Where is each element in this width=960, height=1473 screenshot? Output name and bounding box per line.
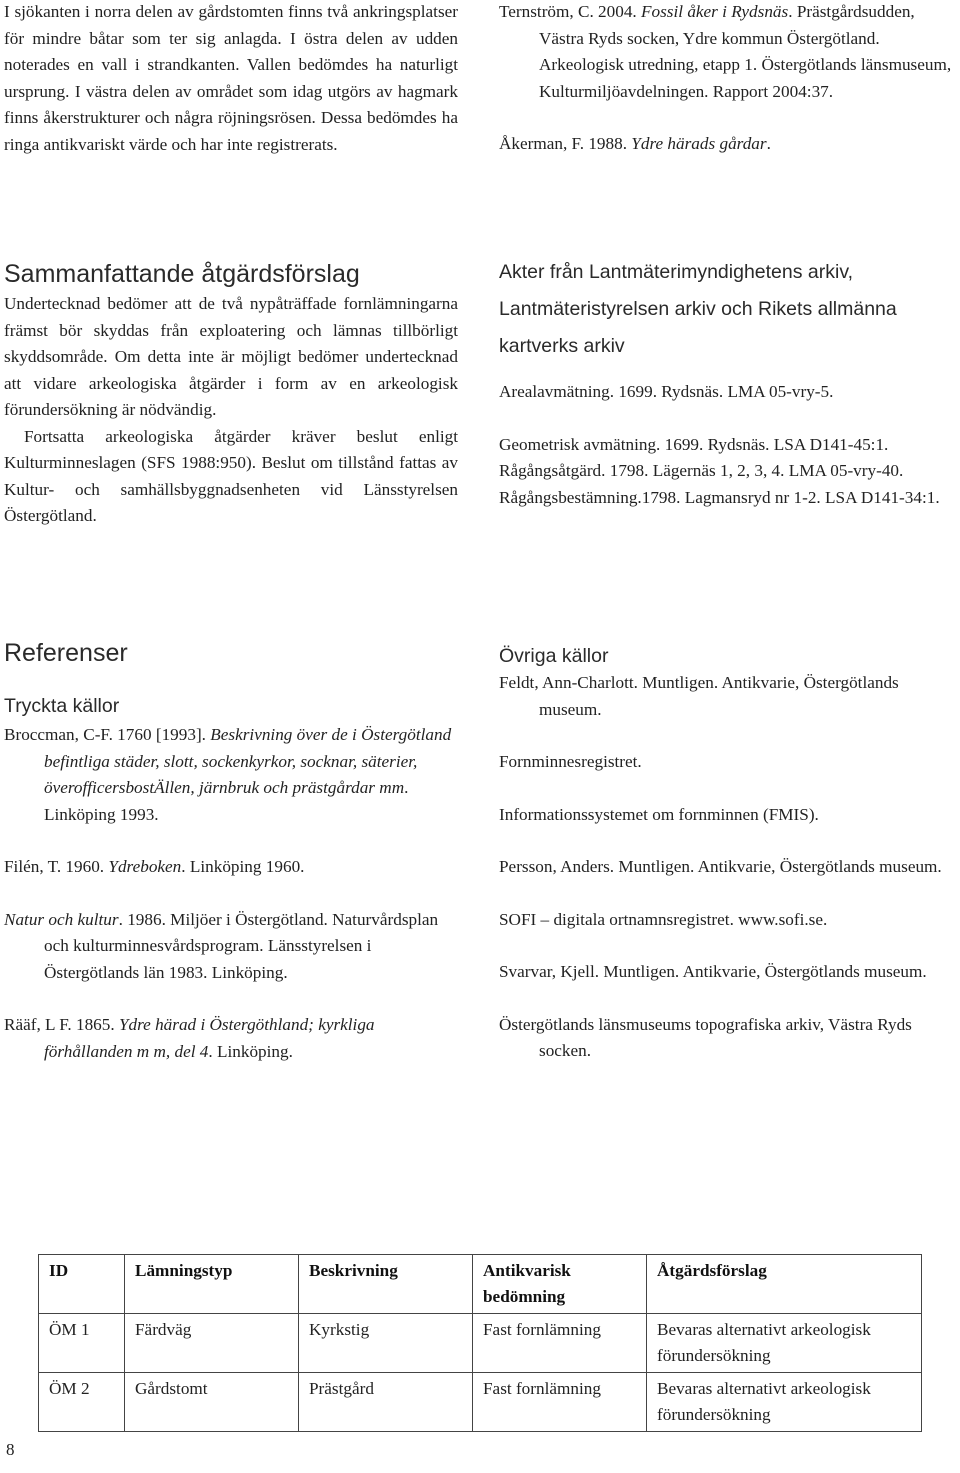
- reference-natur-och-kultur: Natur och kultur. 1986. Miljöer i Östergötland. Naturvårdsplan och kulturminnesvårdsprogram. Länsstyrelsen i Östergötlands län 1983. Linköping.: [4, 909, 439, 982]
- table-header-cell: Åtgärdsförslag: [647, 1255, 922, 1314]
- right-top-references: [499, 0, 956, 158]
- left-top-text: [4, 0, 458, 158]
- table-cell: Gårdstomt: [125, 1373, 299, 1432]
- table-header-cell: ID: [39, 1255, 125, 1314]
- references-section: [4, 636, 458, 1065]
- archive-item: Arealavmätning. 1699. Rydsnäs. LMA 05-vry-5.: [499, 382, 834, 401]
- table-cell: Kyrkstig: [299, 1314, 473, 1373]
- other-source-item: Persson, Anders. Muntligen. Antikvarie, Östergötlands museum.: [499, 857, 942, 876]
- table-cell: Prästgård: [299, 1373, 473, 1432]
- archives-heading: Akter från Lantmäterimyndighetens arkiv, Lantmäteristyrelsen arkiv och Rikets allmänna kartverks arkiv: [499, 261, 897, 357]
- ancient-remains-table: [38, 1254, 922, 1432]
- intro-paragraph: I sjökanten i norra delen av gårdstomten finns två ankringsplatser för mindre båtar som ter sig anlagda. I östra delen av udden noterades en vall i strandkanten. Vallen bedömdes ha naturligt ursprung. I västra delen av området som idag utgörs av hagmark finns åkerstrukturer och några röjningsrösen. Dessa bedömdes ha ringa antikvariskt värde och har inte registrerats.: [4, 2, 458, 154]
- other-source-item: Feldt, Ann-Charlott. Muntligen. Antikvarie, Östergötlands museum.: [499, 673, 899, 719]
- other-source-item: Svarvar, Kjell. Muntligen. Antikvarie, Östergötlands museum.: [499, 962, 927, 981]
- printed-sources-heading: Tryckta källor: [4, 695, 120, 717]
- reference-ternstrom: Ternström, C. 2004. Fossil åker i Rydsnäs. Prästgårdsudden, Västra Ryds socken, Ydre kommun Östergötland. Arkeologisk utredning, etapp 1. Östergötlands länsmuseum, Kulturmiljöavdelningen. Rapport 2004:37.: [499, 2, 952, 101]
- table-cell: Bevaras alternativt arkeologisk förundersökning: [647, 1314, 922, 1373]
- reference-filen: Filén, T. 1960. Ydreboken. Linköping 1960.: [4, 857, 305, 876]
- table-row: [39, 1314, 922, 1373]
- summary-paragraph-2: Fortsatta arkeologiska åtgärder kräver beslut enligt Kulturminneslagen (SFS 1988:950). Beslut om tillstånd fattas av Kultur- och samhällsbyggnadsenheten vid Länsstyrelsen Östergötland.: [4, 426, 458, 525]
- other-source-item: Fornminnesregistret.: [499, 752, 642, 771]
- references-heading: Referenser: [4, 639, 128, 667]
- archive-item: Rågångsbestämning.1798. Lagmansryd nr 1-2. LSA D141-34:1.: [499, 487, 940, 507]
- table-header-cell: Antikvarisk bedömning: [473, 1255, 647, 1314]
- table-cell: ÖM 2: [39, 1373, 125, 1432]
- archive-item: Geometrisk avmätning. 1699. Rydsnäs. LSA D141-45:1.: [499, 434, 889, 454]
- summary-paragraph-1: Undertecknad bedömer att de två nypåträffade fornlämningarna främst bör skyddas från exploatering och lämnas tillbörligt skyddsområde. Om detta inte är möjligt bedömer undertecknad att vidare arkeologiska åtgärder i form av en arkeologisk förundersökning är nödvändig.: [4, 294, 458, 419]
- other-sources-section: [499, 642, 956, 1065]
- table-cell: Fast fornlämning: [473, 1373, 647, 1432]
- table-header-cell: Lämningstyp: [125, 1255, 299, 1314]
- table-cell: ÖM 1: [39, 1314, 125, 1373]
- table-header-cell: Beskrivning: [299, 1255, 473, 1314]
- table-cell: Bevaras alternativt arkeologisk förundersökning: [647, 1373, 922, 1432]
- archive-item: Rågångsåtgärd. 1798. Lägernäs 1, 2, 3, 4. LMA 05-vry-40.: [499, 461, 904, 480]
- table-row: [39, 1373, 922, 1432]
- reference-raaf: Rääf, L F. 1865. Ydre härad i Östergöthland; kyrkliga förhållanden m m, del 4. Linköping.: [4, 1015, 375, 1061]
- other-source-item: SOFI – digitala ortnamnsregistret. www.sofi.se.: [499, 909, 828, 929]
- summary-heading: Sammanfattande åtgärdsförslag: [4, 260, 360, 288]
- other-source-item: Informationssystemet om fornminnen (FMIS).: [499, 804, 819, 824]
- reference-broccman: Broccman, C-F. 1760 [1993]. Beskrivning över de i Östergötland befintliga städer, slott, sockenkyrkor, socknar, säterier, överofficersbostÄllen, järnbruk och prästgårdar mm. Linköping 1993.: [4, 725, 452, 824]
- other-source-item: Östergötlands länsmuseums topografiska arkiv, Västra Ryds socken.: [499, 1014, 912, 1060]
- page-number: 8: [6, 1440, 15, 1459]
- table-cell: Färdväg: [125, 1314, 299, 1373]
- other-sources-heading: Övriga källor: [499, 645, 609, 667]
- reference-akerman: Åkerman, F. 1988. Ydre härads gårdar.: [499, 134, 771, 153]
- archives-section: [499, 254, 956, 511]
- table-header-row: [39, 1255, 922, 1314]
- summary-section: [4, 257, 458, 530]
- table-cell: Fast fornlämning: [473, 1314, 647, 1373]
